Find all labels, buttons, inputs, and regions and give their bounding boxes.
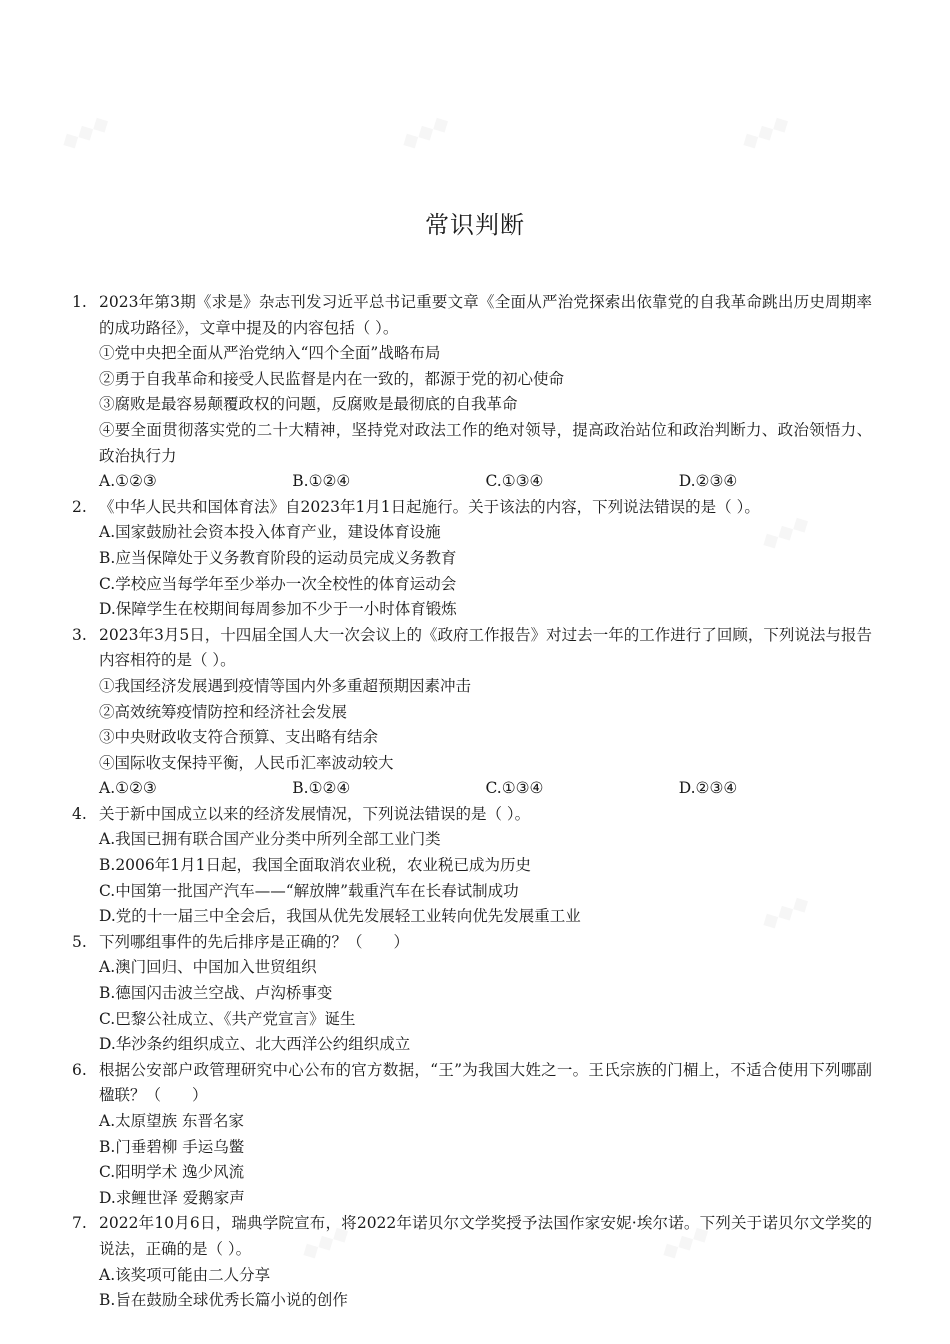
option-a[interactable]: A.①②③ xyxy=(99,472,157,491)
option-c[interactable]: C.学校应当每学年至少举办一次全校性的体育运动会 xyxy=(99,574,457,593)
options-row xyxy=(99,469,872,495)
option-b[interactable]: B.2006年1月1日起，我国全面取消农业税，农业税已成为历史 xyxy=(99,856,531,875)
question-list xyxy=(72,290,872,1314)
question-stem: 2022年10月6日，瑞典学院宣布，将2022年诺贝尔文学奖授予法国作家安妮·埃尔诺。下列关于诺贝尔文学奖的说法，正确的是（ ）。 xyxy=(99,1214,872,1258)
option-d[interactable]: D.华沙条约组织成立、北大西洋公约组织成立 xyxy=(99,1035,411,1054)
question-2 xyxy=(72,495,872,623)
option-c[interactable]: C.阳明学术 逸少风流 xyxy=(99,1163,245,1182)
question-7 xyxy=(72,1211,872,1313)
question-number: 3. xyxy=(72,625,87,644)
question-number: 7. xyxy=(72,1214,87,1233)
page-title: 常识判断 xyxy=(425,211,525,239)
option-d[interactable]: D.②③④ xyxy=(678,779,738,798)
question-3 xyxy=(72,623,872,802)
option-a[interactable]: A.太原望族 东晋名家 xyxy=(99,1112,245,1130)
options-grid xyxy=(99,1109,872,1211)
statement-line: ③腐败是最容易颠覆政权的问题，反腐败是最彻底的自我革命 xyxy=(99,395,518,414)
option-c[interactable]: C.中国第一批国产汽车——“解放牌”载重汽车在长春试制成功 xyxy=(99,881,519,900)
option-d[interactable]: D.保障学生在校期间每周参加不少于一小时体育锻炼 xyxy=(99,600,457,619)
option-a[interactable]: A.我国已拥有联合国产业分类中所列全部工业门类 xyxy=(99,830,441,849)
question-stem: 2023年第3期《求是》杂志刊发习近平总书记重要文章《全面从严治党探索出依靠党的自我革命跳出历史周期率的成功路径》，文章中提及的内容包括（ ）。 xyxy=(99,293,872,337)
options-row xyxy=(99,776,872,802)
question-number: 1. xyxy=(72,293,87,311)
watermark xyxy=(57,110,114,156)
watermark xyxy=(737,110,794,156)
option-c[interactable]: C.巴黎公社成立、《共产党宣言》诞生 xyxy=(99,1009,356,1028)
option-b[interactable]: B.应当保障处于义务教育阶段的运动员完成义务教育 xyxy=(99,548,457,567)
option-a[interactable]: A.该奖项可能由二人分享 xyxy=(99,1265,271,1284)
option-b[interactable]: B.①②④ xyxy=(292,779,351,798)
statement-line: ②勇于自我革命和接受人民监督是内在一致的，都源于党的初心使命 xyxy=(99,369,565,388)
option-d[interactable]: D.求鲤世泽 爱鹅家声 xyxy=(99,1188,245,1207)
option-a[interactable]: A.澳门回归、中国加入世贸组织 xyxy=(99,958,317,977)
question-number: 6. xyxy=(72,1060,87,1079)
question-stem: 《中华人民共和国体育法》自2023年1月1日起施行。关于该法的内容，下列说法错误的是（ ）。 xyxy=(99,497,760,516)
question-stem: 下列哪组事件的先后排序是正确的？（ ） xyxy=(99,932,410,951)
question-4 xyxy=(72,802,872,930)
question-number: 2. xyxy=(72,497,87,516)
option-b[interactable]: B.旨在鼓励全球优秀长篇小说的创作 xyxy=(99,1291,348,1310)
option-d[interactable]: D.党的十一届三中全会后，我国从优先发展轻工业转向优先发展重工业 xyxy=(99,907,581,926)
statement-line: ④要全面贯彻落实党的二十大精神，坚持党对政法工作的绝对领导，提高政治站位和政治判断力、政治领悟力、政治执行力 xyxy=(99,420,872,465)
question-stem: 关于新中国成立以来的经济发展情况，下列说法错误的是（ ）。 xyxy=(99,804,531,823)
question-number: 5. xyxy=(72,932,87,951)
statement-line: ①我国经济发展遇到疫情等国内外多重超预期因素冲击 xyxy=(99,676,472,695)
question-stem: 根据公安部户政管理研究中心公布的官方数据，“王”为我国大姓之一。王氏宗族的门楣上，不适合使用下列哪副楹联？（ ） xyxy=(99,1060,872,1105)
statement-line: ②高效统筹疫情防控和经济社会发展 xyxy=(99,702,348,721)
option-b[interactable]: B.①②④ xyxy=(292,472,351,491)
option-a[interactable]: A.①②③ xyxy=(99,779,157,798)
option-b[interactable]: B.德国闪击波兰空战、卢沟桥事变 xyxy=(99,984,333,1003)
question-6 xyxy=(72,1058,872,1212)
question-1 xyxy=(72,290,872,495)
question-stem: 2023年3月5日，十四届全国人大一次会议上的《政府工作报告》对过去一年的工作进行了回顾，下列说法与报告内容相符的是（ ）。 xyxy=(99,625,872,670)
statement-line: ③中央财政收支符合预算、支出略有结余 xyxy=(99,728,379,747)
statement-line: ④国际收支保持平衡，人民币汇率波动较大 xyxy=(99,753,394,772)
question-number: 4. xyxy=(72,804,87,823)
option-b[interactable]: B.门垂碧柳 手运乌鳖 xyxy=(99,1137,245,1156)
option-a[interactable]: A.国家鼓励社会资本投入体育产业，建设体育设施 xyxy=(99,523,441,542)
option-c[interactable]: C.①③④ xyxy=(485,779,544,798)
question-5 xyxy=(72,930,872,1058)
statement-line: ①党中央把全面从严治党纳入“四个全面”战略布局 xyxy=(99,344,441,363)
watermark xyxy=(397,110,454,156)
option-d[interactable]: D.②③④ xyxy=(678,472,738,491)
option-c[interactable]: C.①③④ xyxy=(485,472,544,491)
